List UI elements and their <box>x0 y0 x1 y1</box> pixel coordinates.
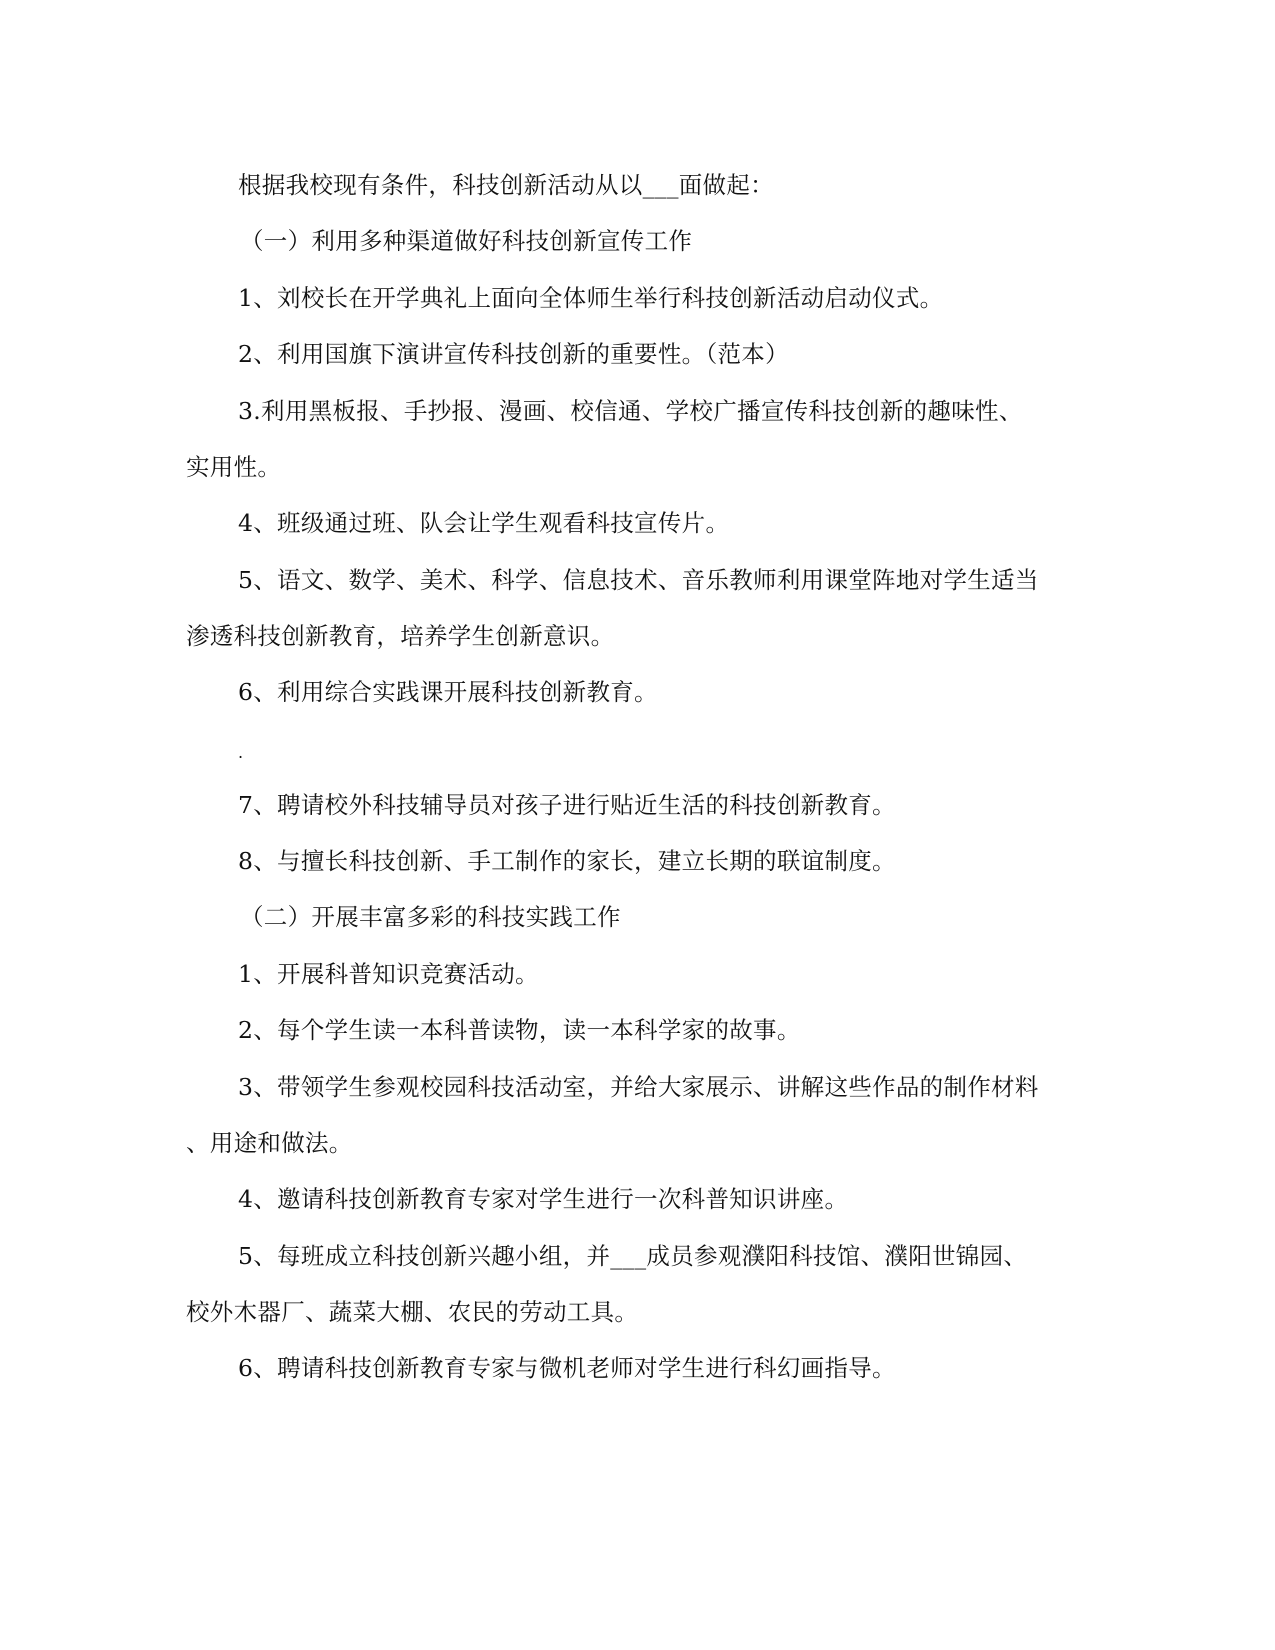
list-item: 2、每个学生读一本科普读物，读一本科学家的故事。 <box>238 1016 801 1044</box>
list-item: 1、刘校长在开学典礼上面向全体师生举行科技创新活动启动仪式。 <box>238 284 944 312</box>
intro-paragraph: 根据我校现有条件，科技创新活动从以___面做起： <box>238 171 774 199</box>
list-item: 7、聘请校外科技辅导员对孩子进行贴近生活的科技创新教育。 <box>238 791 896 819</box>
list-item: 3、带领学生参观校园科技活动室，并给大家展示、讲解这些作品的制作材料 <box>238 1073 1039 1101</box>
list-item-continuation: 实用性。 <box>186 453 282 481</box>
list-item: 4、邀请科技创新教育专家对学生进行一次科普知识讲座。 <box>238 1185 849 1213</box>
list-item: 8、与擅长科技创新、手工制作的家长，建立长期的联谊制度。 <box>238 847 896 875</box>
list-item-continuation: 渗透科技创新教育，培养学生创新意识。 <box>186 622 615 650</box>
list-item: 4、班级通过班、队会让学生观看科技宣传片。 <box>238 509 730 537</box>
stray-dot: . <box>238 743 244 762</box>
list-item-continuation: 、用途和做法。 <box>186 1129 353 1157</box>
section-heading: （一）利用多种渠道做好科技创新宣传工作 <box>240 227 693 255</box>
list-item: 5、每班成立科技创新兴趣小组，并___成员参观濮阳科技馆、濮阳世锦园、 <box>238 1242 1028 1270</box>
list-item: 3.利用黑板报、手抄报、漫画、校信通、学校广播宣传科技创新的趣味性、 <box>238 397 1023 425</box>
list-item: 5、语文、数学、美术、科学、信息技术、音乐教师利用课堂阵地对学生适当 <box>238 566 1039 594</box>
section-heading: （二）开展丰富多彩的科技实践工作 <box>240 903 621 931</box>
list-item: 2、利用国旗下演讲宣传科技创新的重要性。（范本） <box>238 340 789 368</box>
list-item-continuation: 校外木器厂、蔬菜大棚、农民的劳动工具。 <box>186 1298 639 1326</box>
list-item: 6、利用综合实践课开展科技创新教育。 <box>238 678 658 706</box>
list-item: 1、开展科普知识竞赛活动。 <box>238 960 539 988</box>
list-item: 6、聘请科技创新教育专家与微机老师对学生进行科幻画指导。 <box>238 1354 896 1382</box>
